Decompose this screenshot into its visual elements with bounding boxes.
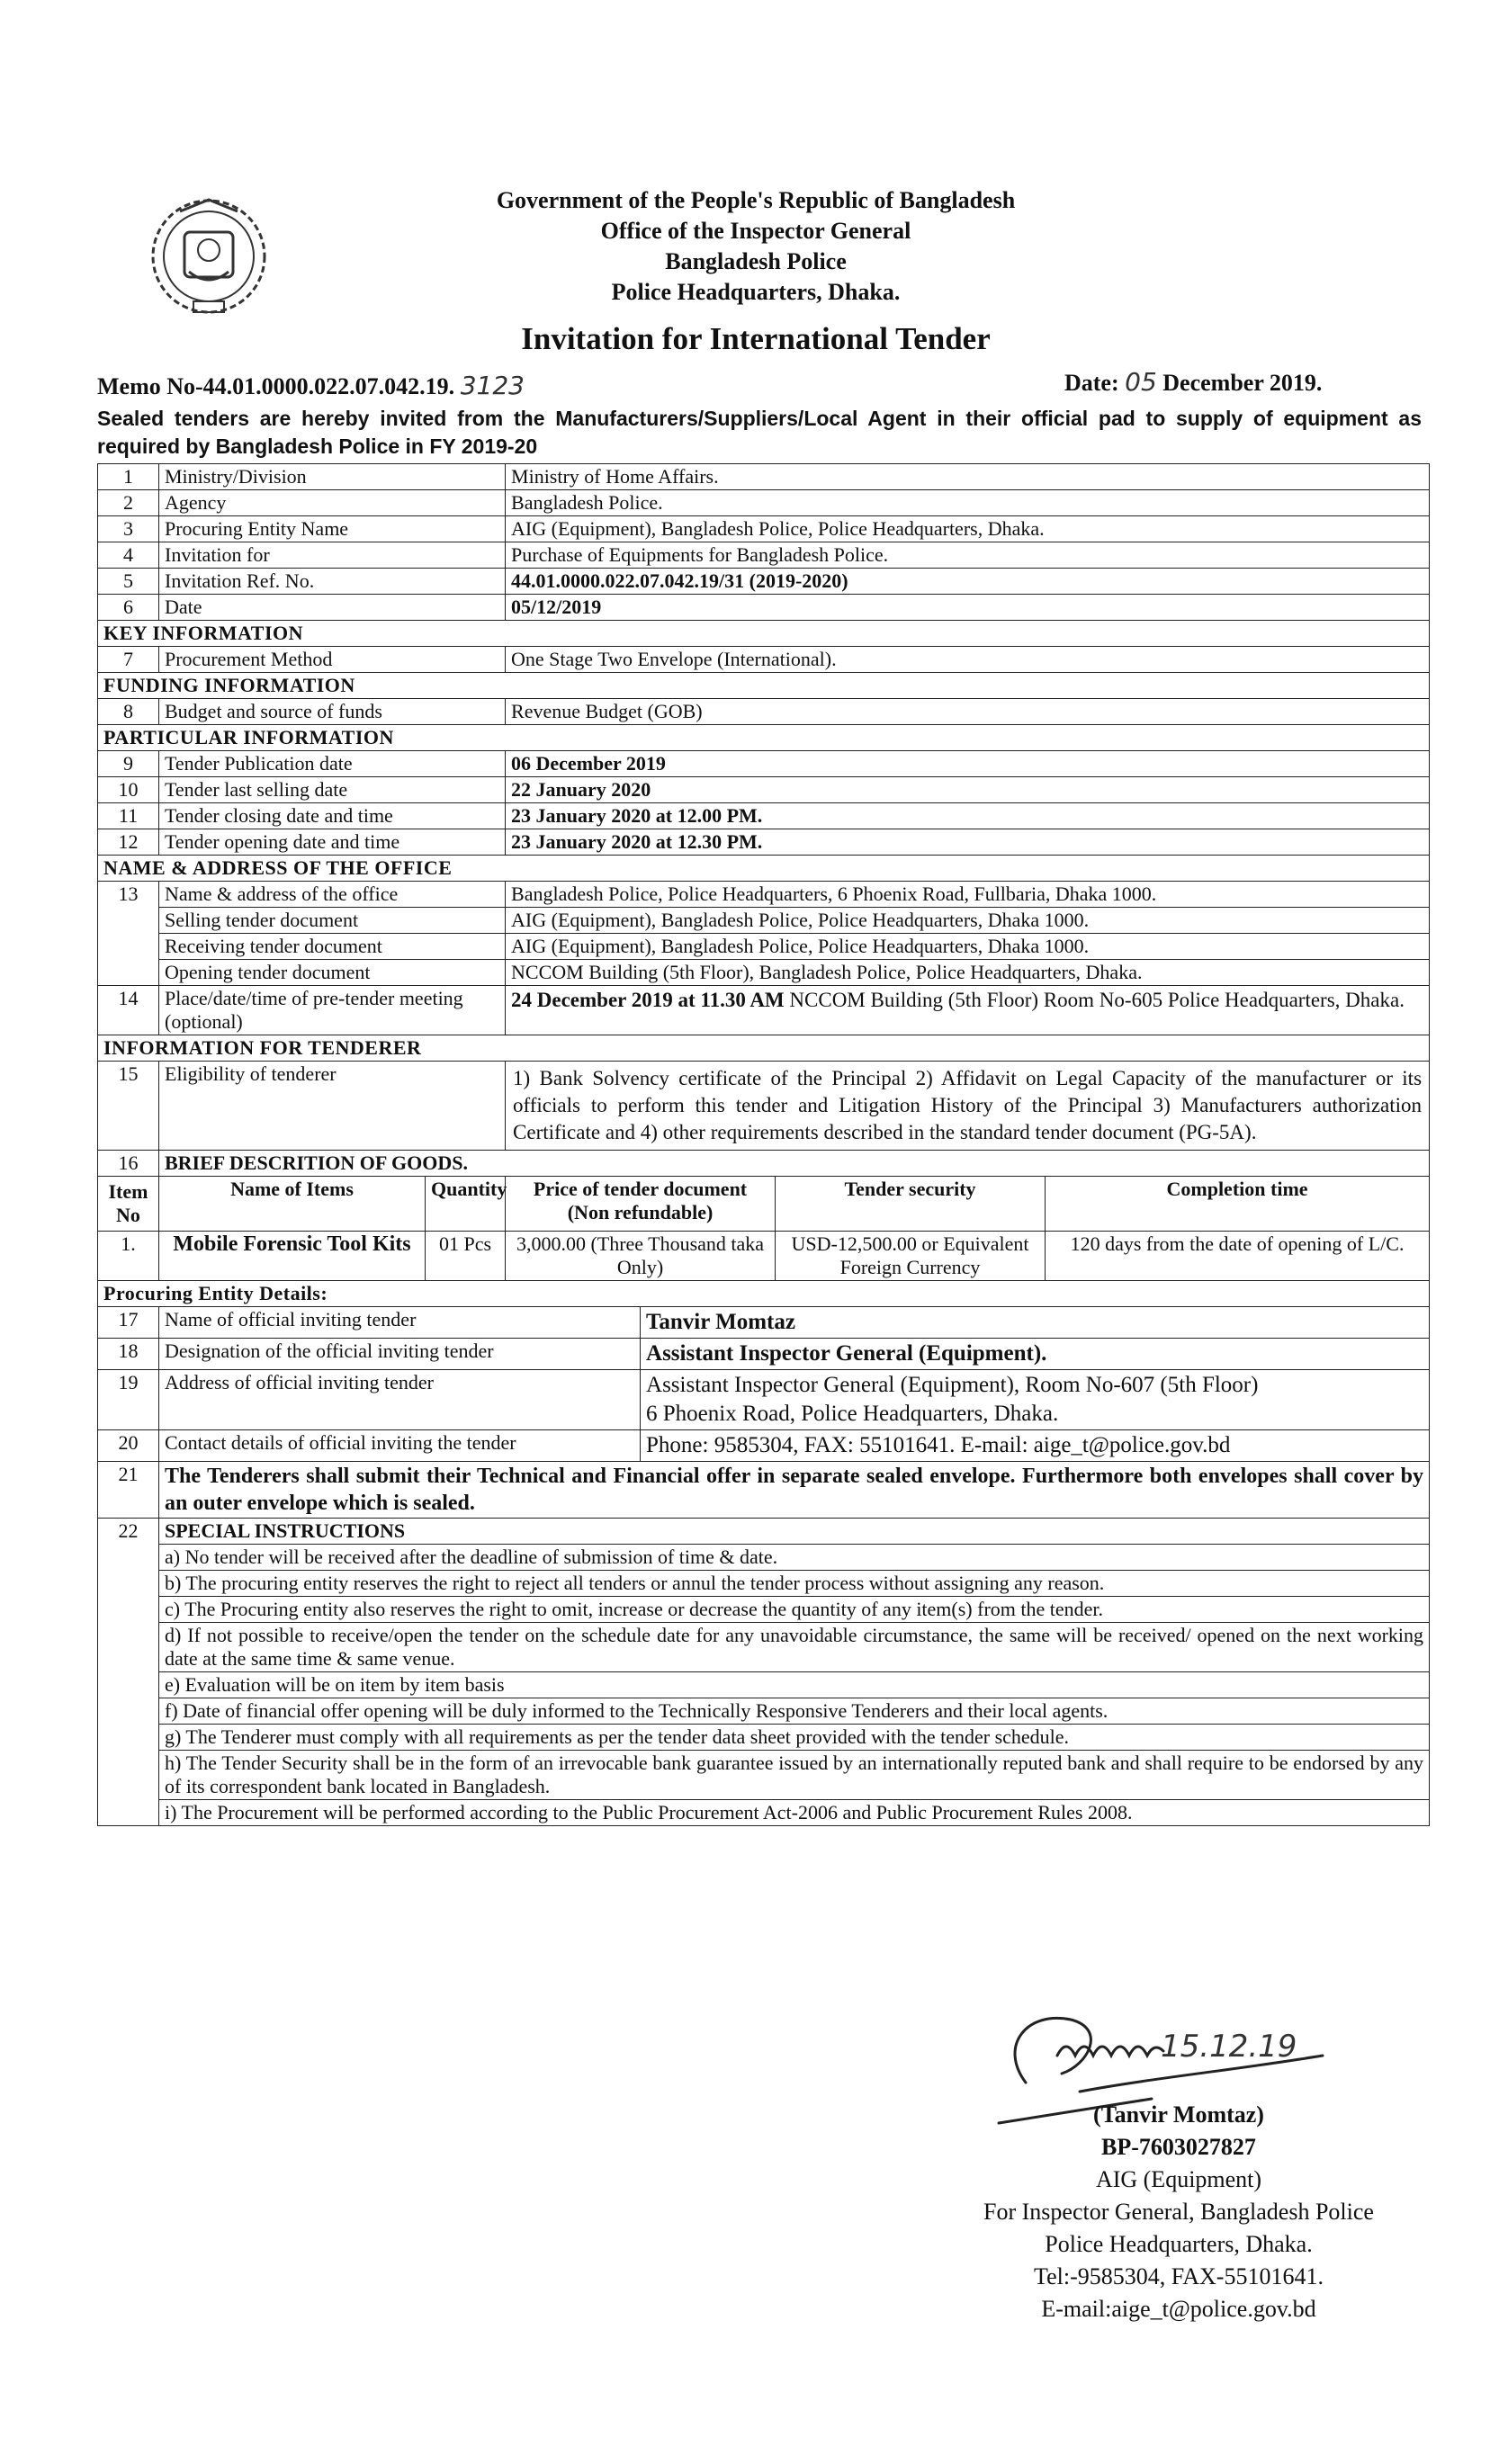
table-cell: Tender opening date and time [159, 829, 506, 856]
table-cell: Tender last selling date [159, 777, 506, 803]
date-label: Date: [1064, 370, 1119, 396]
table-cell: 6 [98, 595, 159, 621]
table-cell: 3 [98, 516, 159, 542]
police-emblem-logo [144, 189, 274, 324]
table-cell: 1. [98, 1232, 159, 1281]
table-cell: e) Evaluation will be on item by item basis [159, 1672, 1430, 1698]
signatory-tel-fax: Tel:-9585304, FAX-55101641. [1034, 2263, 1324, 2289]
table-row [98, 464, 1430, 490]
table-row [98, 1307, 1430, 1339]
signatory-email: E-mail:aige_t@police.gov.bd [1041, 2296, 1316, 2322]
table-cell: 17 [98, 1307, 159, 1339]
table-cell: Place/date/time of pre-tender meeting (optional) [159, 986, 506, 1035]
table-cell: Receiving tender document [159, 934, 506, 960]
date-month-year: December 2019. [1162, 370, 1323, 396]
document-title: Invitation for International Tender [521, 321, 991, 356]
goods-header-row [98, 1177, 1430, 1232]
table-row [98, 595, 1430, 621]
table-row [98, 751, 1430, 777]
table-row [98, 516, 1430, 542]
table-cell: 9 [98, 751, 159, 777]
date-handwritten-day: 05 [1125, 367, 1157, 397]
table-row [98, 908, 1430, 934]
header-line-agency: Bangladesh Police [665, 248, 847, 274]
table-cell: 3,000.00 (Three Thousand taka Only) [506, 1232, 776, 1281]
intro-paragraph: Sealed tenders are hereby invited from the Manufacturers/Suppliers/Local Agent in their official pad to supply of equipment as required by Bangladesh Police in FY 2019-20 [97, 407, 1422, 458]
table-cell: b) The procuring entity reserves the right to reject all tenders or annul the tender process without assigning any reason. [159, 1571, 1430, 1597]
table-row [98, 1462, 1430, 1519]
table-cell: One Stage Two Envelope (International). [506, 647, 1430, 673]
list-item [98, 1597, 1430, 1623]
table-cell: Completion time [1046, 1177, 1430, 1232]
cell-text: 6 Phoenix Road, Police Headquarters, Dhaka. [646, 1402, 1059, 1426]
table-cell: 01 Pcs [426, 1232, 506, 1281]
table-cell: NCCOM Building (5th Floor), Bangladesh Police, Police Headquarters, Dhaka. [506, 960, 1430, 986]
memo-handwritten-number: 3123 [460, 371, 525, 400]
table-cell: 15 [98, 1062, 159, 1151]
table-cell: Tanvir Momtaz [641, 1307, 1430, 1339]
tender-info-table [97, 463, 1430, 1826]
list-item [98, 1545, 1430, 1571]
table-cell: FUNDING INFORMATION [98, 673, 1430, 699]
section-heading [98, 725, 1430, 751]
table-cell: 20 [98, 1430, 159, 1462]
table-cell: 18 [98, 1339, 159, 1370]
table-cell: Invitation Ref. No. [159, 569, 506, 595]
signatory-designation: AIG (Equipment) [1095, 2166, 1262, 2192]
table-cell: 16 [98, 1151, 159, 1177]
signatory-bp-number: BP-7603027827 [1101, 2134, 1256, 2160]
table-cell: d) If not possible to receive/open the tender on the schedule date for any unavoidable circumstance, the same will be received/ opened on the next working date at the same time & same venue. [159, 1623, 1430, 1672]
table-cell: 7 [98, 647, 159, 673]
table-cell: g) The Tenderer must comply with all requirements as per the tender data sheet provided with the tender schedule. [159, 1725, 1430, 1751]
table-cell: 19 [98, 1370, 159, 1430]
table-cell: Invitation for [159, 542, 506, 569]
table-cell: c) The Procuring entity also reserves the right to omit, increase or decrease the quantity of any item(s) from the tender. [159, 1597, 1430, 1623]
table-cell: 13 [98, 882, 159, 986]
table-row [98, 542, 1430, 569]
section-heading [98, 1035, 1430, 1062]
table-cell: 14 [98, 986, 159, 1035]
table-cell: f) Date of financial offer opening will be duly informed to the Technically Responsive Tenderers and their local agents. [159, 1698, 1430, 1725]
table-cell [506, 986, 1430, 1035]
table-cell: Selling tender document [159, 908, 506, 934]
table-cell: 22 January 2020 [506, 777, 1430, 803]
table-cell: 12 [98, 829, 159, 856]
header-line-government: Government of the People's Republic of Bangladesh [496, 187, 1016, 213]
signatory-name: (Tanvir Momtaz) [1093, 2101, 1264, 2128]
table-cell: Designation of the official inviting tender [159, 1339, 641, 1370]
table-row [98, 777, 1430, 803]
table-row [98, 829, 1430, 856]
section-heading [98, 673, 1430, 699]
table-cell: Ministry of Home Affairs. [506, 464, 1430, 490]
table-row [98, 647, 1430, 673]
table-cell: BRIEF DESCRITION OF GOODS. [159, 1151, 1430, 1177]
table-row [98, 1519, 1430, 1545]
table-row [98, 1062, 1430, 1151]
table-cell: Ministry/Division [159, 464, 506, 490]
section-heading [98, 856, 1430, 882]
table-cell: Budget and source of funds [159, 699, 506, 725]
table-cell: Tender Publication date [159, 751, 506, 777]
table-cell: 23 January 2020 at 12.30 PM. [506, 829, 1430, 856]
table-cell: AIG (Equipment), Bangladesh Police, Police Headquarters, Dhaka. [506, 516, 1430, 542]
section-heading [98, 1281, 1430, 1307]
table-cell: Quantity [426, 1177, 506, 1232]
table-cell: USD-12,500.00 or Equivalent Foreign Currency [776, 1232, 1046, 1281]
table-row [98, 960, 1430, 986]
table-cell: Mobile Forensic Tool Kits [159, 1232, 426, 1281]
list-item [98, 1698, 1430, 1725]
signatory-office: Police Headquarters, Dhaka. [1045, 2231, 1313, 2257]
table-cell: i) The Procurement will be performed according to the Public Procurement Act-2006 and Public Procurement Rules 2008. [159, 1800, 1430, 1826]
table-cell: Name of Items [159, 1177, 426, 1232]
list-item [98, 1800, 1430, 1826]
table-cell: Procurement Method [159, 647, 506, 673]
table-cell: 11 [98, 803, 159, 829]
list-item [98, 1672, 1430, 1698]
cell-text: NCCOM Building (5th Floor) Room No-605 Police Headquarters, Dhaka. [789, 989, 1405, 1011]
table-cell: 10 [98, 777, 159, 803]
table-row [98, 1339, 1430, 1370]
table-cell: Tender closing date and time [159, 803, 506, 829]
table-cell: 23 January 2020 at 12.00 PM. [506, 803, 1430, 829]
table-cell: INFORMATION FOR TENDERER [98, 1035, 1430, 1062]
table-row [98, 1151, 1430, 1177]
table-cell: Tender security [776, 1177, 1046, 1232]
table-cell: 1 [98, 464, 159, 490]
list-item [98, 1725, 1430, 1751]
table-cell [641, 1370, 1430, 1430]
table-cell: Revenue Budget (GOB) [506, 699, 1430, 725]
table-cell: 4 [98, 542, 159, 569]
table-cell: Bangladesh Police. [506, 490, 1430, 516]
section-heading [98, 621, 1430, 647]
table-row [98, 934, 1430, 960]
table-cell: PARTICULAR INFORMATION [98, 725, 1430, 751]
table-cell: 22 [98, 1519, 159, 1826]
memo-date [1064, 367, 1322, 397]
table-cell: Name & address of the office [159, 882, 506, 908]
table-cell: 1) Bank Solvency certificate of the Principal 2) Affidavit on Legal Capacity of the manufacturer or its officials to perform this tender and Litigation History of the Principal 3) Manufacturers authorization Certificate and 4) other requirements described in the standard tender document (PG-5A). [506, 1062, 1430, 1151]
goods-item-row [98, 1232, 1430, 1281]
table-cell: Price of tender document (Non refundable) [506, 1177, 776, 1232]
table-cell: NAME & ADDRESS OF THE OFFICE [98, 856, 1430, 882]
table-cell: 44.01.0000.022.07.042.19/31 (2019-2020) [506, 569, 1430, 595]
table-cell: SPECIAL INSTRUCTIONS [159, 1519, 1430, 1545]
table-cell: Name of official inviting tender [159, 1307, 641, 1339]
table-row [98, 803, 1430, 829]
table-row [98, 699, 1430, 725]
table-cell: Phone: 9585304, FAX: 55101641. E-mail: aige_t@police.gov.bd [641, 1430, 1430, 1462]
table-cell: 120 days from the date of opening of L/C. [1046, 1232, 1430, 1281]
table-cell: 8 [98, 699, 159, 725]
table-row [98, 569, 1430, 595]
table-cell: 05/12/2019 [506, 595, 1430, 621]
table-cell: Bangladesh Police, Police Headquarters, 6 Phoenix Road, Fullbaria, Dhaka 1000. [506, 882, 1430, 908]
table-cell: Assistant Inspector General (Equipment). [641, 1339, 1430, 1370]
table-row [98, 1370, 1430, 1430]
table-cell: Purchase of Equipments for Bangladesh Police. [506, 542, 1430, 569]
list-item [98, 1623, 1430, 1672]
table-cell: Eligibility of tenderer [159, 1062, 506, 1151]
list-item [98, 1571, 1430, 1597]
signature-handwritten-date: 15.12.19 [1161, 2029, 1297, 2065]
table-row [98, 882, 1430, 908]
header-line-hq: Police Headquarters, Dhaka. [611, 279, 901, 305]
table-cell: AIG (Equipment), Bangladesh Police, Police Headquarters, Dhaka 1000. [506, 934, 1430, 960]
table-cell: KEY INFORMATION [98, 621, 1430, 647]
table-cell: The Tenderers shall submit their Technical and Financial offer in separate sealed envelope. Furthermore both envelopes shall cover by an outer envelope which is sealed. [159, 1462, 1430, 1519]
table-cell: Address of official inviting tender [159, 1370, 641, 1430]
list-item [98, 1751, 1430, 1800]
table-cell: Date [159, 595, 506, 621]
table-cell: h) The Tender Security shall be in the form of an irrevocable bank guarantee issued by an internationally reputed bank and shall require to be endorsed by any of its correspondent bank located in Bangladesh. [159, 1751, 1430, 1800]
signatory-for-line: For Inspector General, Bangladesh Police [983, 2199, 1374, 2225]
table-row [98, 490, 1430, 516]
cell-text: 24 December 2019 at 11.30 AM [511, 989, 785, 1011]
table-cell: a) No tender will be received after the deadline of submission of time & date. [159, 1545, 1430, 1571]
table-cell: 21 [98, 1462, 159, 1519]
table-cell: 2 [98, 490, 159, 516]
table-cell: Procuring Entity Name [159, 516, 506, 542]
table-cell: 06 December 2019 [506, 751, 1430, 777]
table-row [98, 1430, 1430, 1462]
table-row [98, 986, 1430, 1035]
table-cell: 5 [98, 569, 159, 595]
table-cell: Agency [159, 490, 506, 516]
table-cell: Procuring Entity Details: [98, 1281, 1430, 1307]
header-line-office: Office of the Inspector General [600, 218, 911, 244]
table-cell: Opening tender document [159, 960, 506, 986]
memo-number [97, 371, 525, 400]
table-cell: Item No [98, 1177, 159, 1232]
table-cell: AIG (Equipment), Bangladesh Police, Police Headquarters, Dhaka 1000. [506, 908, 1430, 934]
memo-label: Memo No-44.01.0000.022.07.042.19. [97, 373, 455, 399]
table-cell: Contact details of official inviting the tender [159, 1430, 641, 1462]
cell-text: Assistant Inspector General (Equipment), Room No-607 (5th Floor) [646, 1373, 1259, 1397]
